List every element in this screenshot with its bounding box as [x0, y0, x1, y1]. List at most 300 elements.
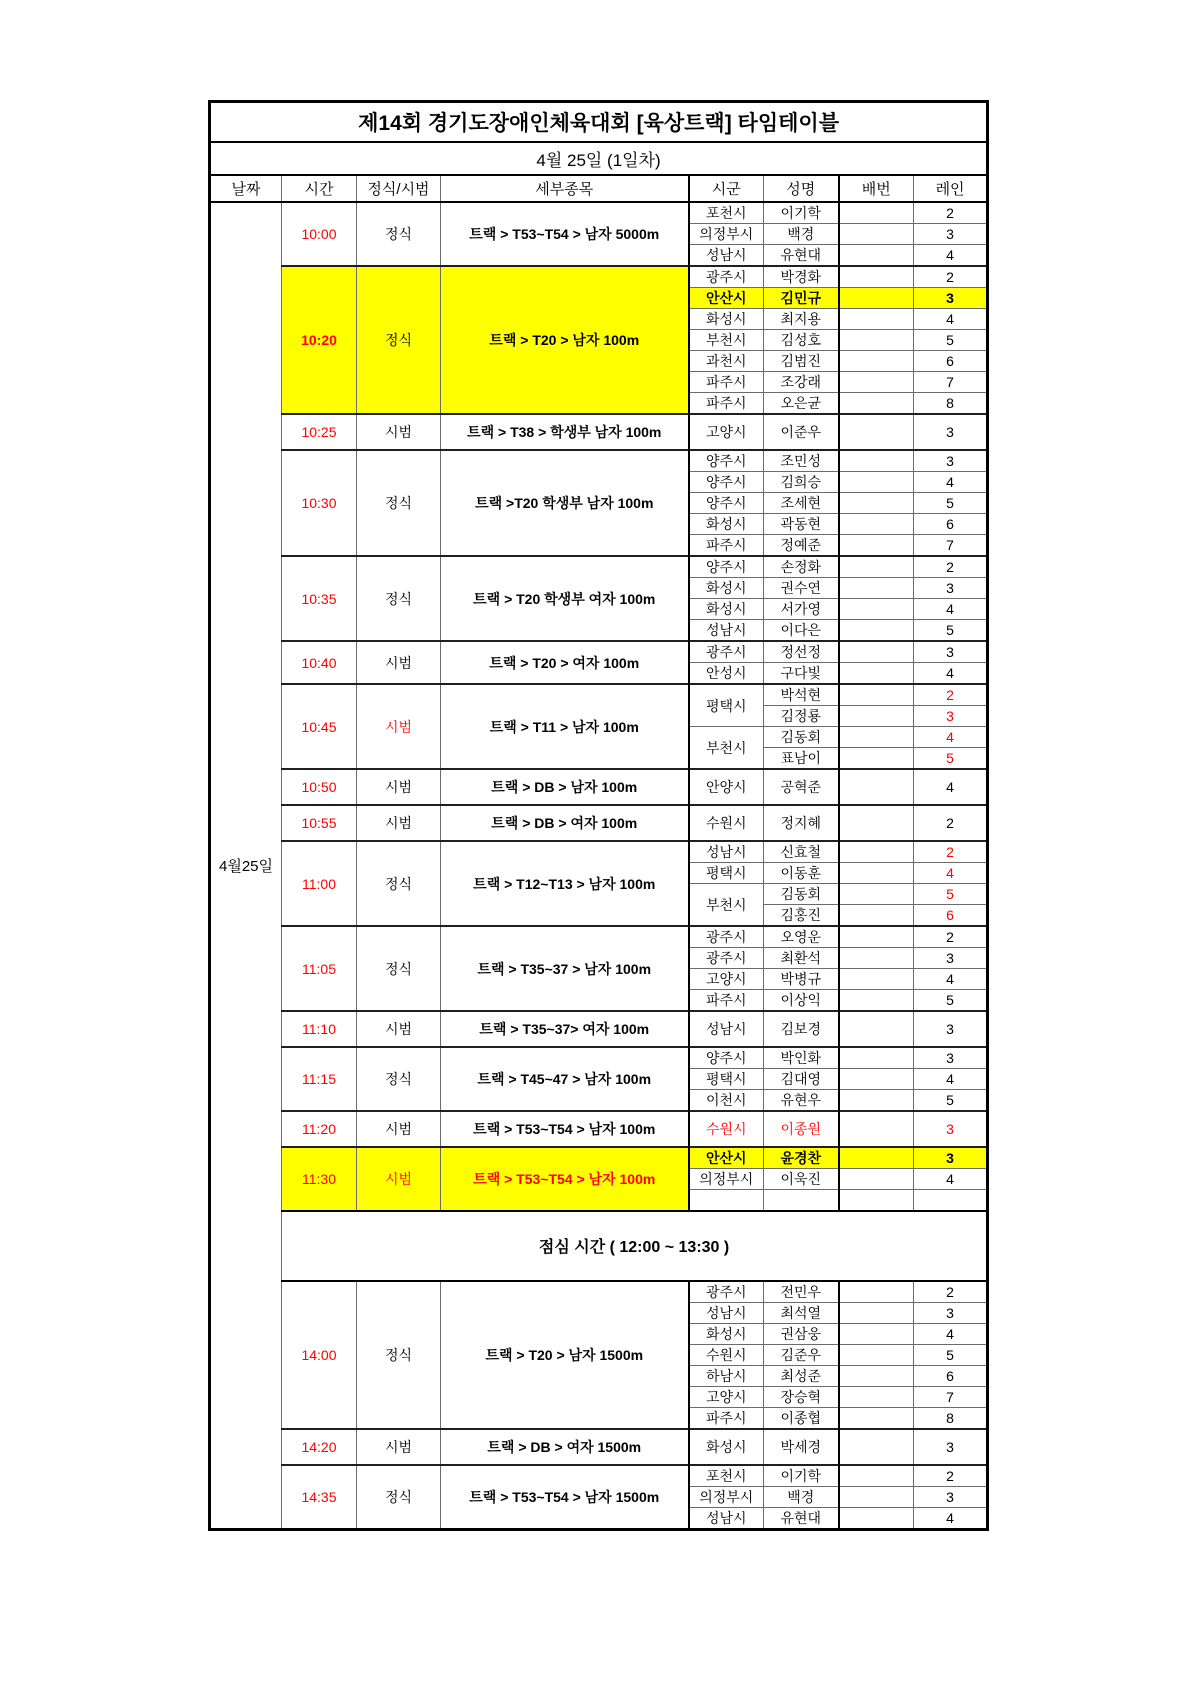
name-cell: 조세현 [764, 493, 839, 514]
name-cell: 유현대 [764, 1507, 839, 1529]
bib-cell [839, 1281, 914, 1303]
type-cell: 정식 [357, 1047, 441, 1111]
name-cell: 백경 [764, 224, 839, 245]
bib-cell [839, 1190, 914, 1211]
lane-cell: 2 [914, 926, 988, 948]
name-cell: 정선정 [764, 641, 839, 663]
name-cell: 이준우 [764, 414, 839, 450]
name-cell: 오은균 [764, 393, 839, 415]
lane-cell: 2 [914, 684, 988, 706]
bib-cell [839, 1465, 914, 1487]
city-cell: 파주시 [689, 372, 764, 393]
bib-cell [839, 556, 914, 578]
lane-cell: 3 [914, 450, 988, 472]
name-cell: 박인화 [764, 1047, 839, 1069]
lunch-break-row [210, 1211, 988, 1281]
lane-cell: 6 [914, 351, 988, 372]
name-cell [764, 1190, 839, 1211]
day-subtitle: 4월 25일 (1일차) [210, 142, 988, 175]
name-cell: 백경 [764, 1486, 839, 1507]
event-cell: 트랙 > T20 학생부 여자 100m [441, 556, 689, 641]
lane-cell: 2 [914, 556, 988, 578]
lane-cell: 6 [914, 905, 988, 927]
lane-cell: 4 [914, 969, 988, 990]
lane-cell: 8 [914, 1407, 988, 1429]
entry-row [210, 1281, 988, 1303]
event-cell: 트랙 > T20 > 여자 100m [441, 641, 689, 684]
lane-cell: 3 [914, 1111, 988, 1147]
bib-cell [839, 1486, 914, 1507]
bib-cell [839, 1429, 914, 1465]
lane-cell: 3 [914, 706, 988, 727]
time-cell: 10:40 [282, 641, 357, 684]
entry-row [210, 1011, 988, 1047]
city-cell: 화성시 [689, 1323, 764, 1344]
lane-cell: 3 [914, 1011, 988, 1047]
event-cell: 트랙 > T53~T54 > 남자 100m [441, 1111, 689, 1147]
lane-cell: 3 [914, 414, 988, 450]
city-cell: 화성시 [689, 514, 764, 535]
bib-cell [839, 905, 914, 927]
lane-cell: 3 [914, 1302, 988, 1323]
name-cell: 김대영 [764, 1069, 839, 1090]
city-cell: 평택시 [689, 863, 764, 884]
entry-row [210, 641, 988, 663]
city-cell: 이천시 [689, 1090, 764, 1112]
lane-cell: 5 [914, 990, 988, 1012]
type-cell: 시범 [357, 1011, 441, 1047]
name-cell: 박세경 [764, 1429, 839, 1465]
name-cell: 이종원 [764, 1111, 839, 1147]
type-cell: 정식 [357, 841, 441, 926]
event-cell: 트랙 > T35~37 > 남자 100m [441, 926, 689, 1011]
name-cell: 유현대 [764, 245, 839, 267]
lane-cell: 4 [914, 599, 988, 620]
event-cell: 트랙 > T38 > 학생부 남자 100m [441, 414, 689, 450]
city-cell: 안산시 [689, 1147, 764, 1169]
bib-cell [839, 641, 914, 663]
time-cell: 11:00 [282, 841, 357, 926]
bib-cell [839, 769, 914, 805]
bib-cell [839, 1344, 914, 1365]
city-cell: 성남시 [689, 1507, 764, 1529]
city-cell: 화성시 [689, 309, 764, 330]
bib-cell [839, 1302, 914, 1323]
name-cell: 오영운 [764, 926, 839, 948]
bib-cell [839, 1169, 914, 1190]
bib-cell [839, 393, 914, 415]
lane-cell: 4 [914, 769, 988, 805]
time-cell: 10:00 [282, 202, 357, 266]
city-cell: 양주시 [689, 450, 764, 472]
time-cell: 11:20 [282, 1111, 357, 1147]
name-cell: 이욱진 [764, 1169, 839, 1190]
city-cell: 안성시 [689, 663, 764, 685]
column-header-bib: 배번 [839, 175, 914, 202]
lane-cell: 6 [914, 1365, 988, 1386]
bib-cell [839, 472, 914, 493]
column-header-event: 세부종목 [441, 175, 689, 202]
bib-cell [839, 1147, 914, 1169]
bib-cell [839, 727, 914, 748]
bib-cell [839, 684, 914, 706]
name-cell: 조강래 [764, 372, 839, 393]
lane-cell: 7 [914, 1386, 988, 1407]
lane-cell: 3 [914, 1486, 988, 1507]
city-cell: 양주시 [689, 493, 764, 514]
event-cell: 트랙 > T53~T54 > 남자 5000m [441, 202, 689, 266]
city-cell: 광주시 [689, 641, 764, 663]
lane-cell: 2 [914, 202, 988, 224]
city-cell: 평택시 [689, 684, 764, 727]
time-cell: 11:05 [282, 926, 357, 1011]
lane-cell: 3 [914, 578, 988, 599]
lane-cell: 5 [914, 748, 988, 770]
bib-cell [839, 245, 914, 267]
lane-cell: 4 [914, 863, 988, 884]
name-cell: 김정룡 [764, 706, 839, 727]
time-cell: 10:50 [282, 769, 357, 805]
bib-cell [839, 863, 914, 884]
time-cell: 10:20 [282, 266, 357, 414]
type-cell: 정식 [357, 1465, 441, 1530]
column-header-lane: 레인 [914, 175, 988, 202]
name-cell: 유현우 [764, 1090, 839, 1112]
lane-cell: 3 [914, 224, 988, 245]
entry-row [210, 1429, 988, 1465]
city-cell: 수원시 [689, 1344, 764, 1365]
bib-cell [839, 202, 914, 224]
type-cell: 정식 [357, 926, 441, 1011]
bib-cell [839, 1507, 914, 1529]
column-header-date: 날짜 [210, 175, 282, 202]
city-cell: 부천시 [689, 727, 764, 770]
name-cell: 이기학 [764, 202, 839, 224]
subtitle-row [210, 142, 988, 175]
event-cell: 트랙 > T53~T54 > 남자 1500m [441, 1465, 689, 1530]
time-cell: 10:45 [282, 684, 357, 769]
lane-cell: 2 [914, 805, 988, 841]
lane-cell: 4 [914, 309, 988, 330]
type-cell: 시범 [357, 684, 441, 769]
city-cell: 광주시 [689, 948, 764, 969]
event-cell: 트랙 > T45~47 > 남자 100m [441, 1047, 689, 1111]
name-cell: 정지혜 [764, 805, 839, 841]
entry-row [210, 202, 988, 224]
name-cell: 전민우 [764, 1281, 839, 1303]
type-cell: 시범 [357, 1429, 441, 1465]
lane-cell: 4 [914, 245, 988, 267]
bib-cell [839, 663, 914, 685]
event-cell: 트랙 > T35~37> 여자 100m [441, 1011, 689, 1047]
city-cell: 고양시 [689, 1386, 764, 1407]
entry-row [210, 1147, 988, 1169]
lane-cell: 4 [914, 472, 988, 493]
city-cell: 평택시 [689, 1069, 764, 1090]
name-cell: 박경화 [764, 266, 839, 288]
name-cell: 김성호 [764, 330, 839, 351]
name-cell: 최석열 [764, 1302, 839, 1323]
city-cell: 의정부시 [689, 1486, 764, 1507]
city-cell: 과천시 [689, 351, 764, 372]
city-cell: 화성시 [689, 1429, 764, 1465]
name-cell: 손정화 [764, 556, 839, 578]
name-cell: 이상익 [764, 990, 839, 1012]
event-cell: 트랙 > DB > 여자 100m [441, 805, 689, 841]
name-cell: 김동회 [764, 884, 839, 905]
time-cell: 14:35 [282, 1465, 357, 1530]
time-cell: 11:30 [282, 1147, 357, 1211]
entry-row [210, 684, 988, 706]
city-cell: 성남시 [689, 841, 764, 863]
city-cell: 성남시 [689, 1302, 764, 1323]
name-cell: 최환석 [764, 948, 839, 969]
city-cell: 성남시 [689, 245, 764, 267]
name-cell: 권삼웅 [764, 1323, 839, 1344]
lane-cell: 4 [914, 1507, 988, 1529]
city-cell: 수원시 [689, 1111, 764, 1147]
lane-cell: 8 [914, 393, 988, 415]
lane-cell: 5 [914, 884, 988, 905]
entry-row [210, 1047, 988, 1069]
time-cell: 14:00 [282, 1281, 357, 1429]
bib-cell [839, 990, 914, 1012]
city-cell: 고양시 [689, 969, 764, 990]
name-cell: 신효철 [764, 841, 839, 863]
entry-row [210, 450, 988, 472]
city-cell: 안산시 [689, 288, 764, 309]
lunch-break-label: 점심 시간 ( 12:00 ~ 13:30 ) [282, 1211, 988, 1281]
bib-cell [839, 841, 914, 863]
name-cell: 김범진 [764, 351, 839, 372]
column-header-row [210, 175, 988, 202]
name-cell: 김보경 [764, 1011, 839, 1047]
type-cell: 시범 [357, 769, 441, 805]
lane-cell: 6 [914, 514, 988, 535]
column-header-name: 성명 [764, 175, 839, 202]
city-cell: 성남시 [689, 1011, 764, 1047]
city-cell: 부천시 [689, 884, 764, 927]
bib-cell [839, 266, 914, 288]
type-cell: 시범 [357, 641, 441, 684]
city-cell: 양주시 [689, 472, 764, 493]
entry-row [210, 769, 988, 805]
column-header-type: 정식/시범 [357, 175, 441, 202]
city-cell: 고양시 [689, 414, 764, 450]
type-cell: 정식 [357, 1281, 441, 1429]
lane-cell: 5 [914, 1344, 988, 1365]
timetable-body [210, 202, 988, 1529]
bib-cell [839, 1407, 914, 1429]
title-row [210, 102, 988, 143]
bib-cell [839, 330, 914, 351]
column-header-time: 시간 [282, 175, 357, 202]
name-cell: 윤경찬 [764, 1147, 839, 1169]
city-cell: 파주시 [689, 393, 764, 415]
bib-cell [839, 578, 914, 599]
lane-cell: 3 [914, 288, 988, 309]
lane-cell: 7 [914, 372, 988, 393]
time-cell: 11:15 [282, 1047, 357, 1111]
city-cell: 수원시 [689, 805, 764, 841]
name-cell: 표남이 [764, 748, 839, 770]
bib-cell [839, 969, 914, 990]
city-cell: 화성시 [689, 578, 764, 599]
event-cell: 트랙 > DB > 남자 100m [441, 769, 689, 805]
bib-cell [839, 224, 914, 245]
city-cell: 파주시 [689, 1407, 764, 1429]
name-cell: 조민성 [764, 450, 839, 472]
entry-row [210, 266, 988, 288]
bib-cell [839, 372, 914, 393]
type-cell: 시범 [357, 1111, 441, 1147]
type-cell: 시범 [357, 414, 441, 450]
entry-row [210, 414, 988, 450]
entry-row [210, 841, 988, 863]
type-cell: 정식 [357, 450, 441, 556]
bib-cell [839, 805, 914, 841]
city-cell: 부천시 [689, 330, 764, 351]
city-cell [689, 1190, 764, 1211]
lane-cell: 5 [914, 620, 988, 642]
city-cell: 양주시 [689, 1047, 764, 1069]
name-cell: 최지용 [764, 309, 839, 330]
name-cell: 이종협 [764, 1407, 839, 1429]
lane-cell: 5 [914, 330, 988, 351]
event-cell: 트랙 > T20 > 남자 100m [441, 266, 689, 414]
bib-cell [839, 748, 914, 770]
date-cell: 4월25일 [210, 202, 282, 1529]
event-cell: 트랙 > T11 > 남자 100m [441, 684, 689, 769]
bib-cell [839, 884, 914, 905]
name-cell: 박석현 [764, 684, 839, 706]
time-cell: 10:25 [282, 414, 357, 450]
time-cell: 10:30 [282, 450, 357, 556]
bib-cell [839, 1386, 914, 1407]
bib-cell [839, 309, 914, 330]
lane-cell: 2 [914, 1281, 988, 1303]
bib-cell [839, 1111, 914, 1147]
type-cell: 시범 [357, 1147, 441, 1211]
city-cell: 파주시 [689, 535, 764, 557]
time-cell: 10:55 [282, 805, 357, 841]
lane-cell: 4 [914, 1069, 988, 1090]
bib-cell [839, 948, 914, 969]
lane-cell [914, 1190, 988, 1211]
lane-cell: 2 [914, 1465, 988, 1487]
event-cell: 트랙 > DB > 여자 1500m [441, 1429, 689, 1465]
page-title: 제14회 경기도장애인체육대회 [육상트랙] 타임테이블 [210, 102, 988, 143]
name-cell: 장승혁 [764, 1386, 839, 1407]
city-cell: 광주시 [689, 266, 764, 288]
lane-cell: 7 [914, 535, 988, 557]
lane-cell: 3 [914, 1429, 988, 1465]
entry-row [210, 1111, 988, 1147]
name-cell: 이기학 [764, 1465, 839, 1487]
bib-cell [839, 514, 914, 535]
type-cell: 정식 [357, 202, 441, 266]
name-cell: 김홍진 [764, 905, 839, 927]
city-cell: 의정부시 [689, 1169, 764, 1190]
type-cell: 정식 [357, 556, 441, 641]
city-cell: 의정부시 [689, 224, 764, 245]
name-cell: 구다빛 [764, 663, 839, 685]
bib-cell [839, 1011, 914, 1047]
city-cell: 광주시 [689, 926, 764, 948]
event-cell: 트랙 > T12~T13 > 남자 100m [441, 841, 689, 926]
lane-cell: 4 [914, 727, 988, 748]
bib-cell [839, 493, 914, 514]
name-cell: 김희승 [764, 472, 839, 493]
event-cell: 트랙 >T20 학생부 남자 100m [441, 450, 689, 556]
entry-row [210, 926, 988, 948]
name-cell: 최성준 [764, 1365, 839, 1386]
timetable-sheet [208, 100, 989, 1531]
column-header-city: 시군 [689, 175, 764, 202]
lane-cell: 2 [914, 266, 988, 288]
name-cell: 권수연 [764, 578, 839, 599]
city-cell: 양주시 [689, 556, 764, 578]
lane-cell: 4 [914, 663, 988, 685]
entry-row [210, 805, 988, 841]
bib-cell [839, 351, 914, 372]
entry-row [210, 556, 988, 578]
bib-cell [839, 1047, 914, 1069]
bib-cell [839, 288, 914, 309]
city-cell: 광주시 [689, 1281, 764, 1303]
bib-cell [839, 926, 914, 948]
city-cell: 포천시 [689, 202, 764, 224]
lane-cell: 5 [914, 493, 988, 514]
city-cell: 하남시 [689, 1365, 764, 1386]
bib-cell [839, 599, 914, 620]
event-cell: 트랙 > T53~T54 > 남자 100m [441, 1147, 689, 1211]
event-cell: 트랙 > T20 > 남자 1500m [441, 1281, 689, 1429]
name-cell: 곽동현 [764, 514, 839, 535]
city-cell: 화성시 [689, 599, 764, 620]
bib-cell [839, 706, 914, 727]
time-cell: 11:10 [282, 1011, 357, 1047]
name-cell: 서가영 [764, 599, 839, 620]
bib-cell [839, 1365, 914, 1386]
type-cell: 정식 [357, 266, 441, 414]
name-cell: 김민규 [764, 288, 839, 309]
city-cell: 안양시 [689, 769, 764, 805]
timetable-table [208, 100, 989, 1531]
entry-row [210, 1465, 988, 1487]
name-cell: 김준우 [764, 1344, 839, 1365]
name-cell: 이동훈 [764, 863, 839, 884]
name-cell: 정예준 [764, 535, 839, 557]
lane-cell: 2 [914, 841, 988, 863]
bib-cell [839, 414, 914, 450]
bib-cell [839, 1069, 914, 1090]
city-cell: 성남시 [689, 620, 764, 642]
lane-cell: 3 [914, 1147, 988, 1169]
name-cell: 김동회 [764, 727, 839, 748]
lane-cell: 3 [914, 948, 988, 969]
type-cell: 시범 [357, 805, 441, 841]
bib-cell [839, 535, 914, 557]
time-cell: 10:35 [282, 556, 357, 641]
name-cell: 이다은 [764, 620, 839, 642]
bib-cell [839, 1323, 914, 1344]
lane-cell: 3 [914, 641, 988, 663]
bib-cell [839, 620, 914, 642]
city-cell: 파주시 [689, 990, 764, 1012]
bib-cell [839, 450, 914, 472]
lane-cell: 4 [914, 1169, 988, 1190]
